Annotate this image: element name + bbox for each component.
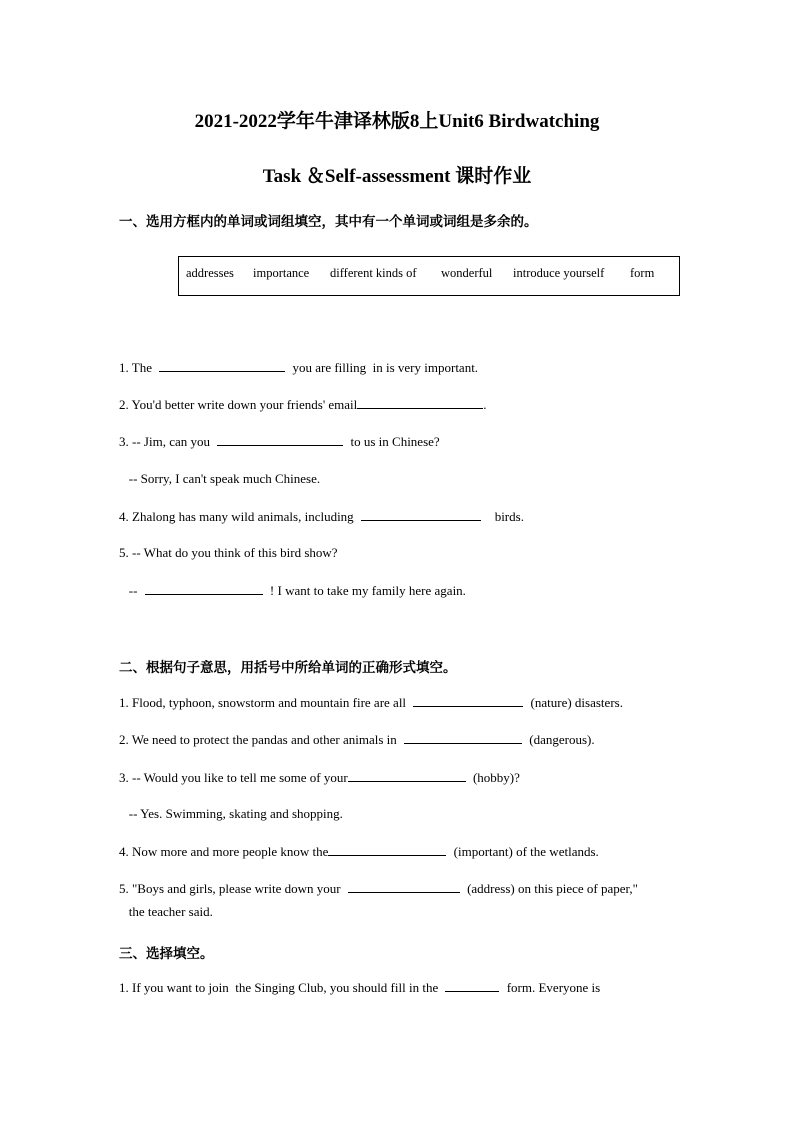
question-text: 2. You'd better write down your friends' email (119, 397, 358, 412)
question-text: 1. Flood, typhoon, snowstorm and mountain fire are all (119, 695, 410, 710)
question (119, 731, 595, 748)
question (119, 582, 466, 599)
question-text: -- Sorry, I can't speak much Chinese. (119, 471, 321, 486)
question (119, 545, 338, 561)
question-text: 4. Now more and more people know the (119, 844, 329, 859)
question-text: you are filling in is very important. (289, 360, 479, 375)
question-text: 3. -- Jim, can you (119, 434, 214, 449)
answer-blank[interactable] (348, 880, 460, 893)
question-text: ! I want to take my family here again. (266, 583, 466, 598)
question-text: form. Everyone is (503, 980, 601, 995)
question (119, 359, 478, 376)
question-text: -- Yes. Swimming, skating and shopping. (119, 806, 343, 821)
question-text: 1. If you want to join the Singing Club, you should fill in the (119, 980, 442, 995)
question-text: to us in Chinese? (347, 434, 440, 449)
word-bank-item: form (630, 266, 655, 280)
question-text: (important) of the wetlands. (450, 844, 599, 859)
question-text: (nature) disasters. (527, 695, 623, 710)
question-text: 3. -- Would you like to tell me some of your (119, 770, 348, 785)
question (119, 508, 524, 525)
answer-blank[interactable] (328, 843, 446, 856)
question-text: (address) on this piece of paper," (463, 881, 638, 896)
section-2-heading: 二、根据句子意思，用括号中所给单词的正确形式填空。 (119, 660, 457, 676)
question-text: -- (119, 583, 141, 598)
question-text: (hobby)? (469, 770, 520, 785)
word-bank-item: introduce yourself (513, 266, 605, 280)
question-text: 1. The (119, 360, 156, 375)
question (119, 904, 213, 920)
question (119, 979, 600, 996)
word-bank-item: different kinds of (330, 266, 417, 280)
question (119, 880, 638, 897)
answer-blank[interactable] (348, 769, 466, 782)
answer-blank[interactable] (413, 694, 523, 707)
section-3-heading: 三、选择填空。 (119, 946, 214, 962)
question-text: . (483, 397, 487, 412)
question-text: the teacher said. (119, 904, 213, 919)
question-text: (dangerous). (526, 732, 595, 747)
title-line-2: Task ＆Self-assessment 课时作业 (262, 166, 532, 187)
question-text: 4. Zhalong has many wild animals, including (119, 509, 357, 524)
question-text: 5. "Boys and girls, please write down your (119, 881, 344, 896)
question (119, 769, 520, 786)
word-box (178, 256, 680, 296)
question-text: 5. -- What do you think of this bird show? (119, 545, 338, 560)
question-text: birds. (484, 509, 524, 524)
answer-blank[interactable] (445, 979, 499, 992)
section-1-heading: 一、选用方框内的单词或词组填空，其中有一个单词或词组是多余的。 (119, 214, 538, 230)
title-line-1: 2021-2022学年牛津译林版8上Unit6 Birdwatching (194, 111, 600, 132)
answer-blank[interactable] (357, 396, 483, 409)
answer-blank[interactable] (145, 582, 263, 595)
question-text: 2. We need to protect the pandas and other animals in (119, 732, 401, 747)
question (119, 843, 599, 860)
question (119, 806, 343, 822)
word-bank-item: importance (253, 266, 310, 280)
answer-blank[interactable] (361, 508, 481, 521)
question (119, 433, 440, 450)
word-bank-item: addresses (186, 266, 234, 280)
question (119, 694, 623, 711)
answer-blank[interactable] (159, 359, 285, 372)
question (119, 471, 320, 487)
answer-blank[interactable] (217, 433, 343, 446)
question (119, 396, 487, 413)
word-bank-item: wonderful (441, 266, 493, 280)
answer-blank[interactable] (404, 731, 522, 744)
